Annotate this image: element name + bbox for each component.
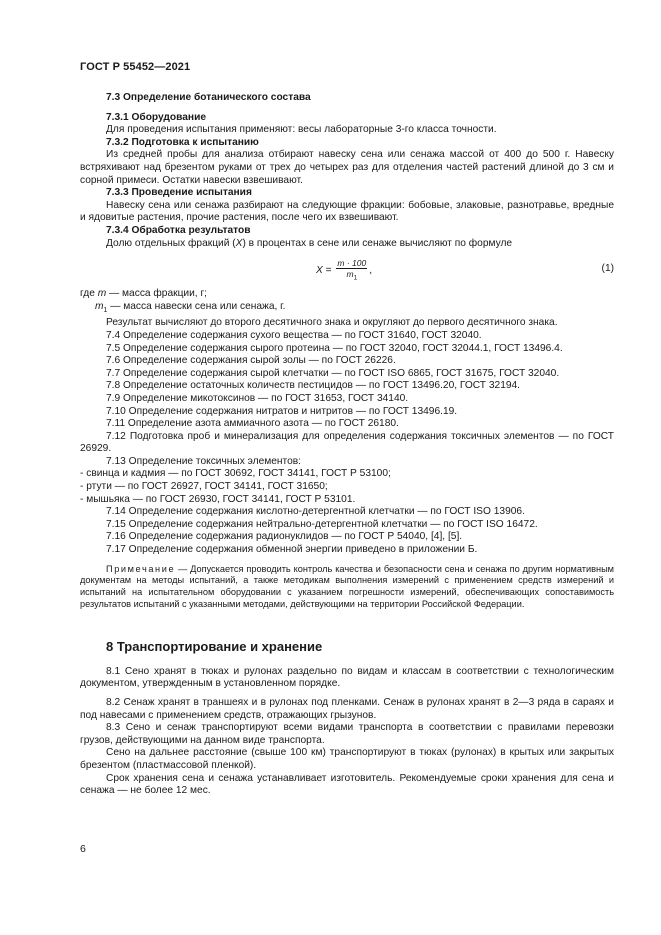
formula-den-var: m — [346, 269, 354, 280]
text-part: Долю отдельных фракций ( — [106, 237, 236, 249]
toxic-item-arsenic: - мышьяка — по ГОСТ 26930, ГОСТ 34141, ГОСТ Р 53101. — [80, 493, 356, 505]
section-8-1: 8.1 Сено хранят в тюках и рулонах раздельно по видам и классам в соответствии с технологическим документом, утвержденным в установленном порядке. — [80, 665, 614, 690]
document-body — [80, 92, 614, 798]
section-7-3-2-title: 7.3.2 Подготовка к испытанию — [106, 136, 259, 148]
where-m-var: m — [97, 288, 107, 300]
where-m1 — [80, 301, 614, 318]
where-m-desc: — масса фракции, г; — [106, 288, 207, 300]
formula-lhs: X — [316, 264, 323, 276]
where-m1-desc: — масса навески сена или сенажа, г. — [107, 300, 286, 312]
note-label: Примечание — [106, 563, 176, 574]
section-8-3: 8.3 Сено и сенаж транспортируют всеми видами транспорта в соответствии с правилами перевозки грузов, действующими на данном виде транспорта. — [80, 722, 614, 746]
item-7-10: 7.10 Определение содержания нитратов и нитритов — по ГОСТ 13496.19. — [106, 405, 458, 417]
item-7-5: 7.5 Определение содержания сырого протеина — по ГОСТ 32040, ГОСТ 32044.1, ГОСТ 13496.4. — [106, 342, 563, 354]
where-m1-sub: 1 — [103, 306, 108, 314]
section-8-storage-period: Срок хранения сена и сенажа устанавливает изготовитель. Рекомендуемые сроки хранения для сена и сенажа — не более 12 мес. — [80, 772, 614, 797]
item-7-4: 7.4 Определение содержания сухого вещества — по ГОСТ 31640, ГОСТ 32040. — [106, 329, 482, 341]
where-m — [80, 288, 614, 301]
toxic-item-mercury: - ртути — по ГОСТ 26927, ГОСТ 34141, ГОСТ 31650; — [80, 481, 328, 493]
section-7-3-title: 7.3 Определение ботанического состава — [106, 92, 311, 103]
note-paragraph — [80, 564, 614, 611]
item-7-6: 7.6 Определение содержания сырой золы — по ГОСТ 26226. — [106, 355, 396, 367]
item-7-17: 7.17 Определение содержания обменной энергии приведено в приложении Б. — [106, 544, 478, 556]
formula-fraction — [336, 258, 367, 284]
section-8-3-long-distance: Сено на дальнее расстояние (свыше 100 км) транспортируют в тюках (рулонах) в крытых или закрытых брезентом (пластмассовой пленкой). — [80, 747, 614, 771]
toxic-item-lead: - свинца и кадмия — по ГОСТ 30692, ГОСТ 34141, ГОСТ Р 53100; — [80, 468, 391, 480]
item-7-9: 7.9 Определение микотоксинов — по ГОСТ 31653, ГОСТ 34140. — [106, 392, 409, 404]
section-8-title: 8 Транспортирование и хранение — [106, 638, 323, 654]
formula-1 — [80, 252, 614, 286]
item-7-12: 7.12 Подготовка проб и минерализация для определения содержания токсичных элементов — по ГОСТ 26929. — [80, 430, 614, 455]
item-7-13: 7.13 Определение токсичных элементов: — [106, 455, 301, 467]
formula-number: (1) — [601, 263, 614, 275]
where-m1-var: m — [95, 300, 104, 312]
section-7-3-4-text — [80, 238, 614, 251]
formula-trail: , — [369, 264, 373, 276]
item-7-15: 7.15 Определение содержания нейтрально-детергентной клетчатки — по ГОСТ ISO 16472. — [106, 518, 538, 530]
result-text: Результат вычисляют до второго десятичного знака и округляют до первого десятичного знака. — [106, 317, 558, 329]
formula-expression — [316, 258, 372, 284]
section-7-3-1-title: 7.3.1 Оборудование — [106, 111, 206, 123]
section-8-2: 8.2 Сенаж хранят в траншеях и в рулонах под пленками. Сенаж в рулонах хранят в 2—3 ряда в сараях и под навесами с применением средств, отражающих грызунов. — [80, 697, 614, 721]
section-7-3-1-text: Для проведения испытания применяют: весы лабораторные 3-го класса точности. — [106, 124, 497, 136]
document-header: ГОСТ Р 55452—2021 — [80, 61, 191, 73]
item-7-14: 7.14 Определение содержания кислотно-детергентной клетчатки — по ГОСТ ISO 13906. — [106, 506, 525, 518]
section-7-3-3-title: 7.3.3 Проведение испытания — [106, 187, 252, 199]
text-part: ) в процентах в сене или сенаже вычисляют по формуле — [242, 237, 513, 249]
section-7-3-4-title: 7.3.4 Обработка результатов — [106, 224, 251, 236]
variable-x: X — [235, 237, 243, 249]
formula-equals: = — [322, 264, 335, 276]
section-7-3-2-text: Из средней пробы для анализа отбирают навеску сена или сенажа массой от 400 до 500 г. Навеску встряхивают над брезентом руками от трех до четырех раз для отделения частей растений длиной до 3 см и сорной примеси. Остатки навески взвешивают. — [80, 149, 614, 186]
item-7-16: 7.16 Определение содержания радионуклидов — по ГОСТ Р 54040, [4], [5]. — [106, 531, 463, 543]
item-7-8: 7.8 Определение остаточных количеств пестицидов — по ГОСТ 13496.20, ГОСТ 32194. — [106, 380, 521, 392]
item-7-11: 7.11 Определение азота аммиачного азота — по ГОСТ 26180. — [106, 418, 399, 430]
note-text: — Допускается проводить контроль качества и безопасности сена и сенажа по другим нормативным документам на методы испытаний, а также методикам выполнения измерений с применением средств измерений и испытаний на испытательном оборудовании с указанием погрешности измерений, обеспечивающих сопоставимость результатов испытаний с указанными методами, действующими на территории Российской Федерации. — [80, 563, 614, 610]
page-number: 6 — [80, 843, 86, 855]
section-7-3-3-text: Навеску сена или сенажа разбирают на следующие фракции: бобовые, злаковые, разнотравье, вредные и ядовитые растения, прочие растения, после чего их взвешивают. — [80, 199, 614, 224]
where-prefix: где — [80, 288, 98, 300]
formula-den-sub: 1 — [353, 274, 358, 282]
formula-denominator — [345, 269, 358, 284]
formula-numerator: m · 100 — [337, 258, 367, 269]
item-7-7: 7.7 Определение содержания сырой клетчатки — по ГОСТ ISO 6865, ГОСТ 31675, ГОСТ 32040. — [106, 367, 560, 379]
